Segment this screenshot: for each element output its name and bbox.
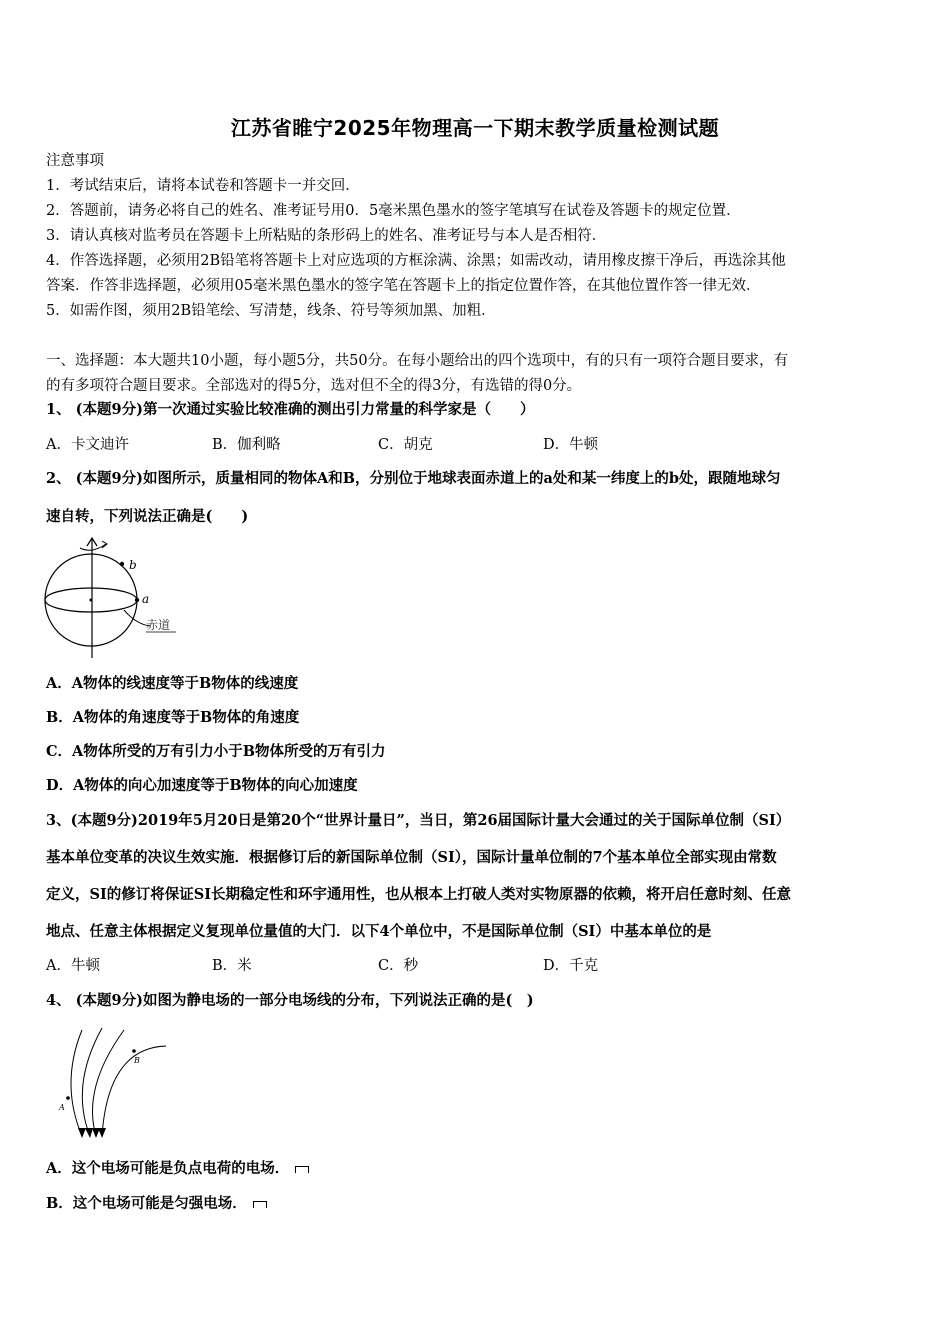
section-instruction: 一、选择题：本大题共10小题，每小题5分，共50分。在每小题给出的四个选项中，有的只有一项符合题目要求，有 (46, 353, 789, 369)
question-2-stem: 速自转，下列说法正确是( ) (46, 508, 249, 525)
notice-item: 3．请认真核对监考员在答题卡上所粘贴的条形码上的姓名、准考证号与本人是否相符． (46, 228, 607, 244)
figure-label-a: a (142, 592, 150, 606)
question-1-stem: 1、 (本题9分)第一次通过实验比较准确的测出引力常量的科学家是（ ） (46, 401, 535, 418)
notice-item: 答案．作答非选择题，必须用05毫米黑色墨水的签字笔在答题卡上的指定位置作答，在其他位置作答一律无效． (46, 278, 761, 294)
bracket-mark (295, 1166, 309, 1173)
notice-item: 4．作答选择题，必须用2B铅笔将答题卡上对应选项的方框涂满、涂黑；如需改动，请用橡皮擦干净后，再选涂其他 (46, 253, 786, 269)
question-3-stem: 地点、任意主体根据定义复现单位量值的大门．以下4个单位中，不是国际单位制（SI）中基本单位的是 (46, 923, 712, 940)
q3-option-d: D．千克 (543, 958, 599, 974)
section-instruction: 的有多项符合题目要求。全部选对的得5分，选对但不全的得3分，有选错的得0分。 (46, 378, 582, 394)
q2-option-a: A．A物体的线速度等于B物体的线速度 (46, 675, 299, 692)
notice-item: 2．答题前，请务必将自己的姓名、准考证号用0．5毫米黑色墨水的签字笔填写在试卷及答题卡的规定位置． (46, 203, 741, 219)
q3-option-b: B．米 (212, 958, 252, 974)
q4-option-b-text: B．这个电场可能是匀强电场． (46, 1195, 247, 1212)
notice-item: 1．考试结束后，请将本试卷和答题卡一并交回． (46, 178, 360, 194)
question-4-stem: 4、 (本题9分)如图为静电场的一部分电场线的分布，下列说法正确的是( ) (46, 992, 534, 1009)
notice-heading: 注意事项 (46, 153, 104, 169)
question-2-stem: 2、 (本题9分)如图所示，质量相同的物体A和B，分别位于地球表面赤道上的a处和某一纬度上的b处，跟随地球匀 (46, 470, 781, 487)
figure-label-equator: 赤道 (146, 618, 171, 632)
figure-label-b: B (134, 1056, 140, 1065)
notice-item: 5．如需作图，须用2B铅笔绘、写清楚，线条、符号等须加黑、加粗． (46, 303, 496, 319)
q2-option-d: D．A物体的向心加速度等于B物体的向心加速度 (46, 777, 358, 794)
q3-option-a: A．牛顿 (46, 958, 100, 974)
figure-label-a: A (59, 1103, 65, 1112)
q2-option-b: B．A物体的角速度等于B物体的角速度 (46, 709, 300, 726)
q4-option-a (46, 1159, 309, 1179)
q3-option-c: C．秒 (378, 958, 419, 974)
q4-option-b (46, 1194, 267, 1214)
page-title: 江苏省睢宁2025年物理高一下期末教学质量检测试题 (230, 116, 720, 140)
question-3-stem: 基本单位变革的决议生效实施．根据修订后的新国际单位制（SI），国际计量单位制的7个基本单位全部实现由常数 (46, 849, 777, 866)
q1-option-a: A．卡文迪许 (46, 437, 129, 453)
q2-option-c: C．A物体所受的万有引力小于B物体所受的万有引力 (46, 743, 386, 760)
q4-option-a-text: A．这个电场可能是负点电荷的电场． (46, 1160, 290, 1177)
earth-rotation-figure (40, 534, 190, 660)
q1-option-c: C．胡克 (378, 437, 433, 453)
bracket-mark (253, 1201, 267, 1208)
q1-option-d: D．牛顿 (543, 437, 599, 453)
question-3-stem: 3、(本题9分)2019年5月20日是第20个“世界计量日”，当日，第26届国际计量大会通过的关于国际单位制（SI） (46, 812, 791, 829)
q1-option-b: B．伽利略 (212, 437, 281, 453)
figure-label-b: b (129, 558, 137, 572)
question-3-stem: 定义，SI的修订将保证SI长期稳定性和环宇通用性，也从根本上打破人类对实物原器的依赖，将开启任意时刻、任意 (46, 886, 792, 903)
electric-field-figure (54, 1024, 174, 1142)
